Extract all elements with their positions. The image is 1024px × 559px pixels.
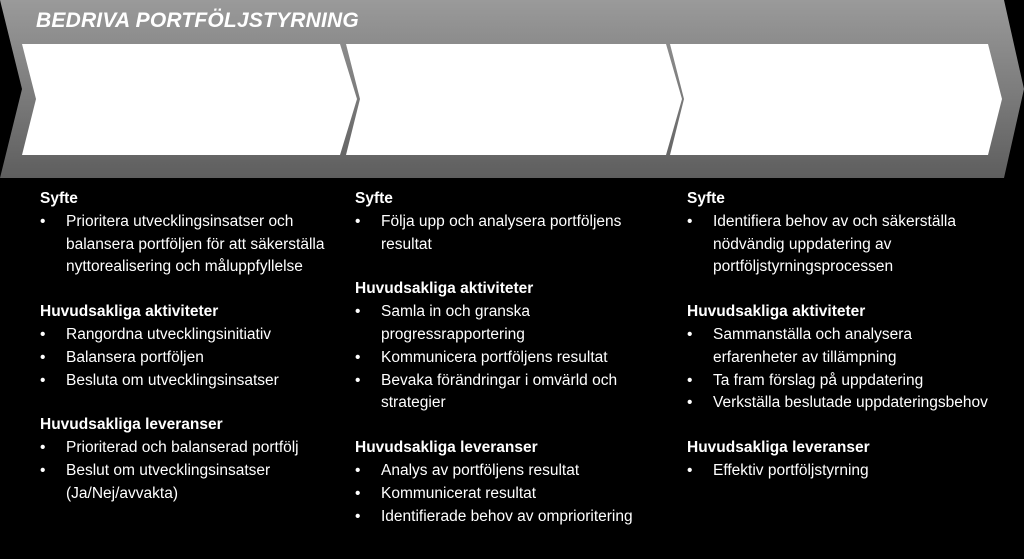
deliverables-section [40, 414, 350, 505]
list-item: • Samla in och granska progressrapportering [355, 301, 665, 347]
bullet-list [355, 460, 665, 528]
list-item: • Bevaka förändringar i omvärld och strategier [355, 370, 665, 416]
list-item: • Kommunicerat resultat [355, 483, 665, 506]
list-item: • Balansera portföljen [40, 347, 350, 370]
bullet-list [40, 211, 350, 279]
deliverables-section [687, 437, 997, 483]
process-title: BEDRIVA PORTFÖLJSTYRNING [36, 9, 359, 32]
phase-column-1 [40, 188, 350, 506]
section-heading: Huvudsakliga aktiviteter [355, 280, 534, 298]
bullet-list [687, 211, 997, 279]
bullet-list [687, 460, 997, 483]
list-item: • Sammanställa och analysera erfarenheter av tillämpning [687, 324, 997, 370]
phase-box-3 [670, 44, 1002, 155]
list-item: • Följa upp och analysera portföljens resultat [355, 211, 665, 257]
list-item: • Kommunicera portföljens resultat [355, 347, 665, 370]
phase-column-3 [687, 188, 997, 483]
list-item: • Analys av portföljens resultat [355, 460, 665, 483]
phase-box-1 [22, 44, 357, 155]
bullet-list [355, 211, 665, 257]
activities-section [687, 301, 997, 415]
purpose-section [687, 188, 997, 279]
section-heading: Huvudsakliga leveranser [40, 416, 223, 434]
bullet-list [687, 324, 997, 415]
section-heading: Huvudsakliga leveranser [687, 439, 870, 457]
phase-box-2 [346, 44, 682, 155]
bullet-list [355, 301, 665, 415]
list-item: • Beslut om utvecklingsinsatser (Ja/Nej/avvakta) [40, 460, 350, 506]
list-item: • Verkställa beslutade uppdateringsbehov [687, 392, 997, 415]
purpose-section [40, 188, 350, 279]
list-item: • Identifiera behov av och säkerställa nödvändig uppdatering av portföljstyrningsprocessen [687, 211, 997, 279]
section-heading: Syfte [40, 190, 78, 207]
bullet-list [40, 437, 350, 505]
list-item: • Identifierade behov av omprioritering [355, 506, 665, 529]
list-item: • Prioriterad och balanserad portfölj [40, 437, 350, 460]
list-item: • Effektiv portföljstyrning [687, 460, 997, 483]
list-item: • Prioritera utvecklingsinsatser och balansera portföljen för att säkerställa nyttorealisering och måluppfyllelse [40, 211, 350, 279]
purpose-section [355, 188, 665, 256]
section-heading: Huvudsakliga aktiviteter [687, 303, 866, 321]
phase-column-2 [355, 188, 665, 528]
bullet-list [40, 324, 350, 392]
list-item: • Ta fram förslag på uppdatering [687, 370, 997, 393]
list-item: • Rangordna utvecklingsinitiativ [40, 324, 350, 347]
list-item: • Besluta om utvecklingsinsatser [40, 370, 350, 393]
deliverables-section [355, 437, 665, 528]
activities-section [355, 278, 665, 415]
section-heading: Syfte [687, 190, 725, 207]
activities-section [40, 301, 350, 392]
section-heading: Huvudsakliga leveranser [355, 439, 538, 457]
section-heading: Huvudsakliga aktiviteter [40, 303, 219, 321]
section-heading: Syfte [355, 190, 393, 207]
